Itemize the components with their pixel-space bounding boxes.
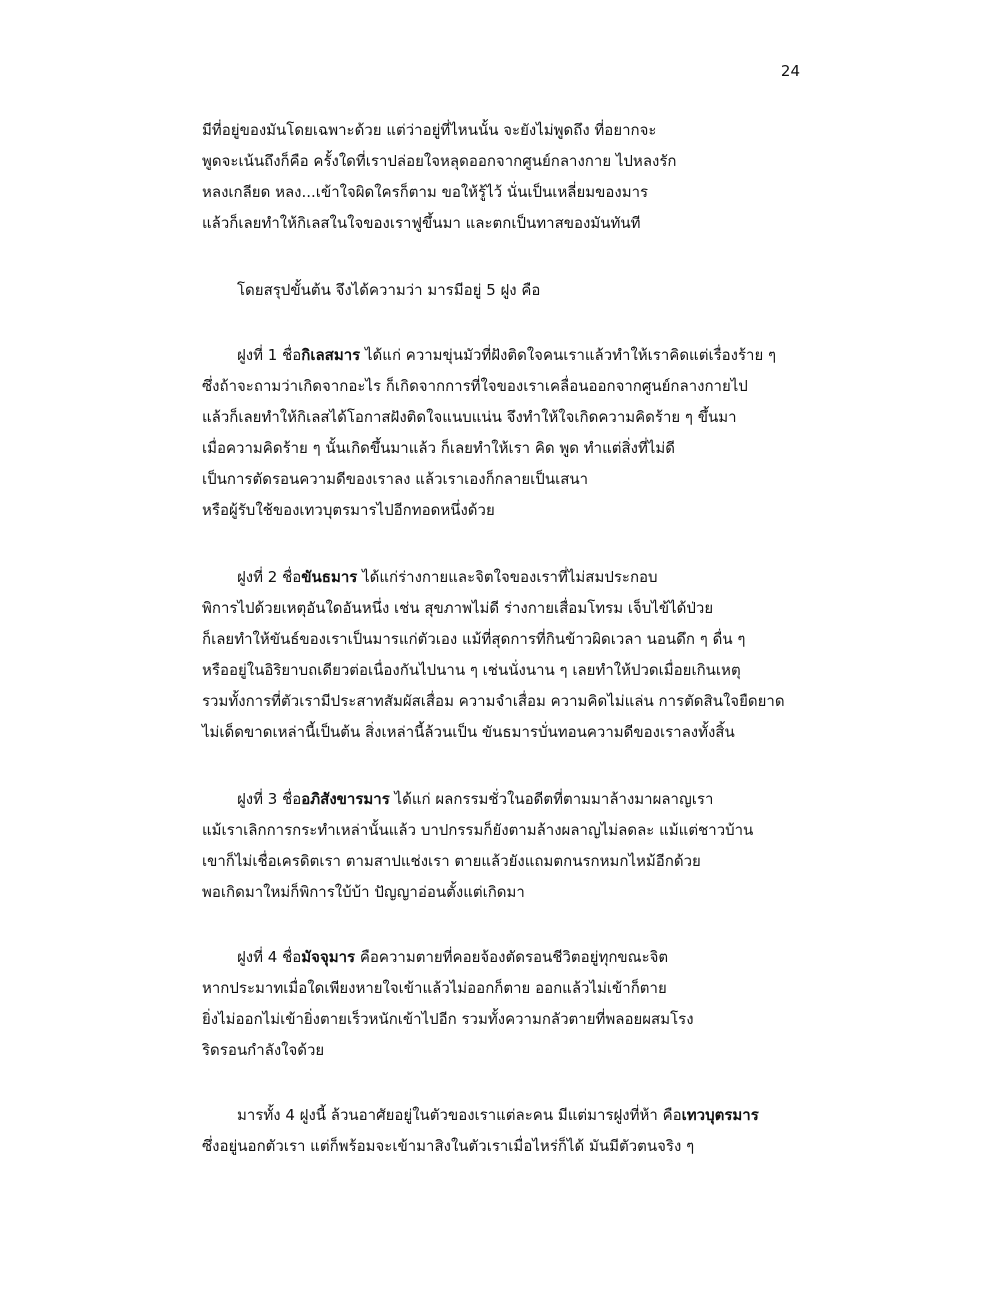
text-run: ฝูงที่ 3 ชื่อ bbox=[237, 790, 302, 808]
text-run: ฝูงที่ 2 ชื่อ bbox=[237, 568, 302, 586]
text-run: ได้แก่ ความขุ่นมัวที่ฝังติดใจคนเราแล้วทำให้เราคิดแต่เรื่องร้าย ๆ bbox=[360, 346, 777, 364]
text-line: พิการไปด้วยเหตุอันใดอันหนึ่ง เช่น สุขภาพไม่ดี ร่างกายเสื่อมโทรม เจ็บไข้ได้ป่วย bbox=[202, 599, 714, 617]
text-line-first bbox=[237, 789, 713, 809]
text-run: ได้แก่ร่างกายและจิตใจของเราที่ไม่สมประกอบ bbox=[357, 568, 658, 586]
text-run: มารทั้ง 4 ฝูงนี้ ล้วนอาศัยอยู่ในตัวของเราแต่ละคน มีแต่มารฝูงที่ห้า คือ bbox=[237, 1106, 682, 1124]
text-line: ก็เลยทำให้ขันธ์ของเราเป็นมารแก่ตัวเอง แม้ที่สุดการที่กินข้าวผิดเวลา นอนดึก ๆ ดื่น ๆ bbox=[202, 630, 746, 648]
text-line: เขาก็ไม่เชื่อเครดิตเรา ตามสาปแช่งเรา ตายแล้วยังแถมตกนรกหมกไหม้อีกด้วย bbox=[202, 852, 701, 870]
text-line: มีที่อยู่ของมันโดยเฉพาะด้วย แต่ว่าอยู่ที่ไหนนั้น จะยังไม่พูดถึง ที่อยากจะ bbox=[202, 121, 657, 139]
text-line: แม้เราเลิกการกระทำเหล่านั้นแล้ว บาปกรรมก็ยังตามล้างผลาญไม่ลดละ แม้แต่ชาวบ้าน bbox=[202, 821, 754, 839]
text-run: ได้แก่ ผลกรรมชั่วในอดีตที่ตามมาล้างมาผลาญเรา bbox=[389, 790, 714, 808]
text-run: ฝูงที่ 4 ชื่อ bbox=[237, 948, 302, 966]
text-line-first bbox=[237, 1105, 759, 1125]
bold-term: กิเลสมาร bbox=[301, 346, 361, 364]
text-line: ริดรอนกำลังใจด้วย bbox=[202, 1041, 325, 1059]
text-line-first bbox=[237, 567, 658, 587]
text-line: หลงเกลียด หลง...เข้าใจผิดใครก็ตาม ขอให้รู้ไว้ นั่นเป็นเหลี่ยมของมาร bbox=[202, 183, 649, 201]
text-line: เมื่อความคิดร้าย ๆ นั้นเกิดขึ้นมาแล้ว ก็เลยทำให้เรา คิด พูด ทำแต่สิ่งที่ไม่ดี bbox=[202, 439, 676, 457]
text-run: ฝูงที่ 1 ชื่อ bbox=[237, 346, 302, 364]
text-line: หรือผู้รับใช้ของเทวบุตรมารไปอีกทอดหนึ่งด้วย bbox=[202, 501, 495, 519]
text-line: เป็นการตัดรอนความดีของเราลง แล้วเราเองก็กลายเป็นเสนา bbox=[202, 470, 589, 488]
text-line: แล้วก็เลยทำให้กิเลสได้โอกาสฝังติดใจแนบแน่น จึงทำให้ใจเกิดความคิดร้าย ๆ ขึ้นมา bbox=[202, 408, 737, 426]
text-line: ยิ่งไม่ออกไม่เข้ายิ่งตายเร็วหนักเข้าไปอีก รวมทั้งความกลัวตายที่พลอยผสมโรง bbox=[202, 1010, 694, 1028]
text-line: รวมทั้งการที่ตัวเรามีประสาทสัมผัสเสื่อม ความจำเสื่อม ความคิดไม่แล่น การตัดสินใจยืดยาด bbox=[202, 692, 785, 710]
text-run: คือความตายที่คอยจ้องตัดรอนชีวิตอยู่ทุกขณะจิต bbox=[355, 948, 669, 966]
text-line: พูดจะเน้นถึงก็คือ ครั้งใดที่เราปล่อยใจหลุดออกจากศูนย์กลางกาย ไปหลงรัก bbox=[202, 152, 677, 170]
text-line-first bbox=[237, 345, 776, 365]
text-line-first bbox=[237, 947, 668, 967]
text-line: โดยสรุปขั้นต้น จึงได้ความว่า มารมีอยู่ 5 ฝูง คือ bbox=[237, 281, 541, 299]
page-number: 24 bbox=[780, 62, 800, 80]
bold-term: ขันธมาร bbox=[301, 568, 358, 586]
bold-term: มัจจุมาร bbox=[301, 948, 356, 966]
text-line: แล้วก็เลยทำให้กิเลสในใจของเราฟูขึ้นมา และตกเป็นทาสของมันทันที bbox=[202, 214, 641, 232]
bold-term: อภิสังขารมาร bbox=[301, 790, 390, 808]
text-line: ซึ่งอยู่นอกตัวเรา แต่ก็พร้อมจะเข้ามาสิงในตัวเราเมื่อไหร่ก็ได้ มันมีตัวตนจริง ๆ bbox=[202, 1137, 695, 1155]
text-line: หรืออยู่ในอิริยาบถเดียวต่อเนื่องกันไปนาน ๆ เช่นนั่งนาน ๆ เลยทำให้ปวดเมื่อยเกินเหตุ bbox=[202, 661, 741, 679]
text-line: ซึ่งถ้าจะถามว่าเกิดจากอะไร ก็เกิดจากการที่ใจของเราเคลื่อนออกจากศูนย์กลางกายไป bbox=[202, 377, 748, 395]
text-line: หากประมาทเมื่อใดเพียงหายใจเข้าแล้วไม่ออกก็ตาย ออกแล้วไม่เข้าก็ตาย bbox=[202, 979, 667, 997]
text-line: ไม่เด็ดขาดเหล่านี้เป็นต้น สิ่งเหล่านี้ล้วนเป็น ขันธมารบั่นทอนความดีของเราลงทั้งสิ้น bbox=[202, 723, 735, 741]
text-line: พอเกิดมาใหม่ก็พิการใบ้บ้า ปัญญาอ่อนตั้งแต่เกิดมา bbox=[202, 883, 525, 901]
bold-term: เทวบุตรมาร bbox=[681, 1106, 759, 1124]
